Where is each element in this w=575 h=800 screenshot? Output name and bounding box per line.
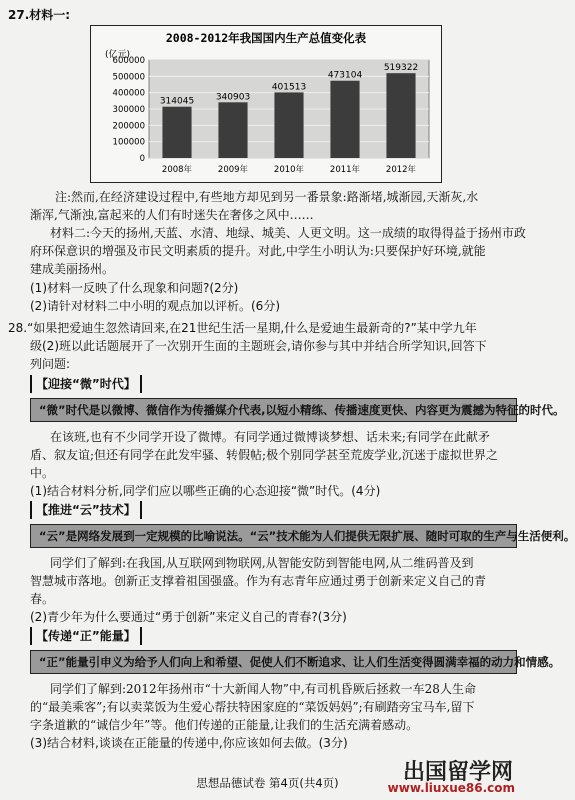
s3-text-line-1: 同学们了解到:2012年扬州市“十大新闻人物”中,有司机昏厥后拯救一车28人生命	[50, 682, 476, 696]
section-heading-positive-energy: 【传递“正”能量】	[30, 627, 142, 645]
watermark-url[interactable]: www.liuxue86.com	[387, 781, 515, 795]
y-tick-label: 600000	[112, 56, 145, 66]
bar-value-label: 519322	[383, 63, 419, 74]
y-tick-label: 100000	[112, 137, 145, 148]
s3-question: (3)结合材料,谈谈在正能量的传递中,你应该如何去做。(3分)	[30, 736, 348, 750]
s2-text-line-3: 春。	[30, 592, 55, 606]
q27-sub-question-2: (2)请针对材料二中小明的观点加以评析。(6分)	[30, 299, 280, 313]
s2-text-line-1: 同学们了解到:在我国,从互联网到物联网,从智能安防到智能电网,从二维码普及到	[50, 556, 474, 570]
watermark-logo-text: 出国留学网	[402, 760, 513, 785]
bar	[274, 92, 303, 158]
x-tick-label: 2009年	[217, 165, 249, 175]
s2-question: (2)青少年为什么要通过“勇于创新”来定义自己的青春?(3分)	[30, 610, 347, 624]
page-footer: 思想品德试卷 第4页(共4页)	[196, 776, 339, 790]
x-tick-label: 2010年	[273, 165, 305, 175]
q27-material2-line-1: 材料二:今天的扬州,天蓝、水清、地绿、城美、人更文明。这一成绩的取得得益于扬州市政	[50, 226, 526, 240]
s1-text-line-3: 中。	[30, 466, 55, 480]
q27-sub-question-1: (1)材料一反映了什么现象和问题?(2分)	[30, 281, 239, 295]
q28-intro-line-2: 级(2)班以此话题展开了一次别开生面的主题班会,请你参与其中并结合所学知识,回答下	[30, 339, 487, 353]
y-tick-label: 500000	[112, 72, 145, 83]
bar	[218, 102, 247, 158]
x-tick-label: 2012年	[385, 165, 417, 175]
bar-value-label: 401513	[271, 82, 307, 93]
s3-text-line-2: 的“最美乘客”;有以卖菜饭为生爱心帮扶特困家庭的“菜饭妈妈”;有刷踏旁宝马车,留下	[30, 700, 475, 714]
s1-question: (1)结合材料分析,同学们应以哪些正确的心态迎接“微”时代。(4分)	[30, 484, 381, 498]
section-heading-micro-era: 【迎接“微”时代】	[30, 375, 142, 393]
x-tick-label: 2008年	[161, 165, 193, 175]
q27-label: 27.材料一:	[8, 8, 71, 22]
q27-material2-line-3: 建成美丽扬州。	[30, 262, 115, 276]
bar	[386, 73, 415, 158]
q28-intro-line-1: 28.“如果把爱迪生忽然请回来,在21世纪生活一星期,什么是爱迪生最新奇的?”某中学九年	[8, 321, 477, 335]
gdp-chart-svg	[91, 26, 441, 182]
q27-material2-line-2: 府环保意识的增强及市民文明素质的提升。对此,中学生小明认为:只要保护好环境,就能	[30, 244, 486, 258]
y-tick-label: 400000	[112, 88, 145, 99]
y-tick-label: 0	[139, 154, 145, 164]
s1-text-line-2: 盾、叙友谊;但还有同学在此发牢骚、转假帖;极个别同学甚至荒废学业,沉迷于虚拟世界之	[30, 448, 498, 462]
section-heading-cloud-tech: 【推进“云”技术】	[30, 501, 142, 519]
bar	[162, 107, 191, 158]
gdp-chart	[90, 25, 442, 183]
y-tick-label: 300000	[112, 105, 145, 115]
banner-cloud-tech: “云”是网络发展到一定规模的比喻说法。“云”技术能为人们提供无限扩展、随时可取的生产与生活便利。	[30, 524, 517, 548]
bar	[330, 81, 359, 158]
s1-text-line-1: 在该班,也有不少同学开设了微博。有同学通过微博谈梦想、话未来;有同学在此献矛	[50, 430, 490, 444]
q27-note-line-2: 渐浑,气渐浊,富起来的人们有时迷失在奢侈之风中……	[30, 208, 314, 222]
s3-text-line-3: 字条道歉的“诚信少年”等。他们传递的正能量,让我们的生活充满着感动。	[30, 718, 419, 732]
bar-value-label: 340903	[215, 92, 251, 103]
bar-value-label: 473104	[327, 70, 363, 81]
x-tick-label: 2011年	[329, 165, 361, 175]
bar-value-label: 314045	[159, 96, 195, 107]
banner-positive-energy: “正”能量引申义为给予人们向上和希望、促使人们不断追求、让人们生活变得圆满幸福的动力和情感。	[30, 650, 517, 674]
s2-text-line-2: 智慧城市落地。创新正支撑着祖国强盛。作为有志青年应通过勇于创新来定义自己的青	[30, 574, 487, 588]
chart-title: 2008-2012年我国国内生产总值变化表	[165, 31, 367, 45]
banner-micro-era: “微”时代是以微博、微信作为传播媒介代表,以短小精练、传播速度更快、内容更为震撼为特征的时代。	[30, 398, 517, 422]
q28-intro-line-3: 列问题:	[30, 357, 71, 371]
y-tick-label: 200000	[112, 121, 145, 132]
q27-note-line-1: 注:然而,在经济建设过程中,有些地方却见到另一番景象:路渐堵,城渐园,天渐灰,水	[55, 190, 479, 204]
chart-unit-label: (亿元)	[105, 50, 131, 60]
